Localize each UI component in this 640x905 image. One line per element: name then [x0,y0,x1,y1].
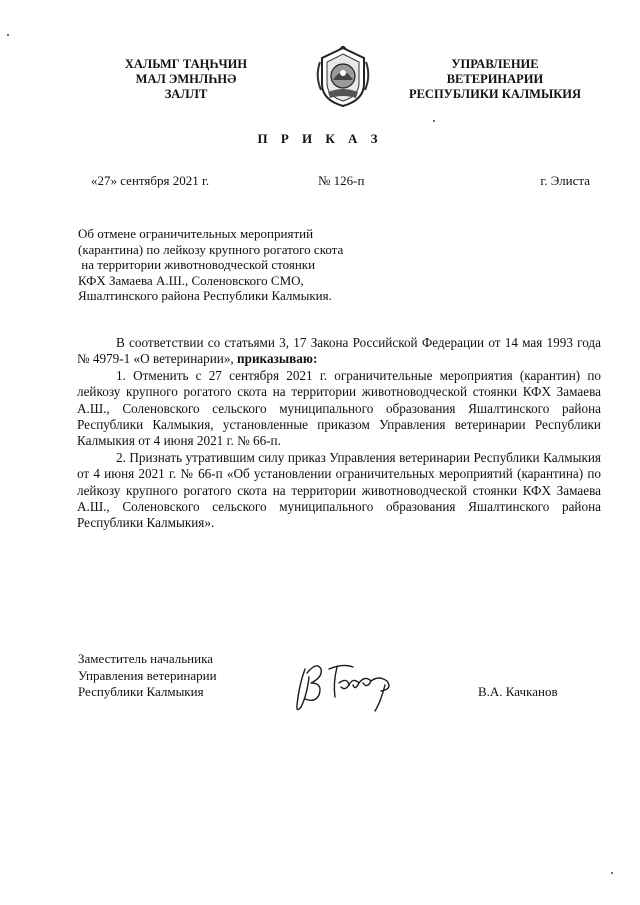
scan-speck [611,872,613,874]
signatory-position-line: Управления ветеринарии [78,667,217,683]
handwritten-signature-icon [283,655,433,717]
signatory-name: В.А. Качканов [478,684,558,699]
header-left-line: ХАЛЬМГ ТАҢҺЧИН [124,57,248,71]
subject-line: Яшалтинского района Республики Калмыкия. [78,288,332,304]
order-city: г. Элиста [540,173,590,188]
signatory-position-line: Заместитель начальника [78,651,213,666]
body-item-1: 1. Отменить с 27 сентября 2021 г. ограничительные мероприятия (карантин) по лейкозу крупного рогатого скота на территории животноводческой стоянки КФХ Замаева А.Ш., Соленовского сельского муниципального образования Яшалтинского района Республики Калмыкия, установленные приказом Управления ветеринарии Республики Калмыкия от 4 июня 2021 г. № 66-п. [77,367,601,449]
subject-line: КФХ Замаева А.Ш., Соленовского СМО, [78,272,304,288]
signatory-position [78,651,278,701]
body-intro-bold: приказываю: [237,351,318,367]
header-right-line: УПРАВЛЕНИЕ [451,57,539,71]
body-intro-paragraph [77,335,601,368]
header-right-line: ВЕТЕРИНАРИИ [446,72,544,86]
header-right-russian [395,57,595,102]
order-number: № 126-п [318,173,365,188]
kalmykia-coat-of-arms-icon [312,46,374,108]
header-left-line: ЗАЛЛТ [164,87,208,101]
order-date: «27» сентября 2021 г. [91,173,210,188]
subject-line: на территории животноводческой стоянки [78,257,316,273]
header-left-kalmyk [96,57,276,102]
document-title: П Р И К А З [257,131,383,146]
subject-line: (карантина) по лейкозу крупного рогатого скота [78,241,344,257]
scan-speck [433,120,435,122]
order-body [77,335,601,532]
body-intro-text: В соответствии со статьями 3, 17 Закона Российской Федерации от 14 мая 1993 года № 4979-1 «О ветеринарии», [77,335,601,367]
header-left-line: МАЛ ЭМНЛҺНӘ [135,72,237,86]
body-item-2: 2. Признать утратившим силу приказ Управления ветеринарии Республики Калмыкия от 4 июня 2021 г. № 66-п «Об установлении ограничительных мероприятий (карантина) по лейкозу крупного рогатого скота на территории животноводческой стоянки КФХ Замаева А.Ш., Соленовского сельского муниципального образования Яшалтинского района Республики Калмыкия». [77,449,601,531]
signatory-position-line: Республики Калмыкия [78,684,204,699]
header-right-line: РЕСПУБЛИКИ КАЛМЫКИЯ [408,87,582,101]
subject-line: Об отмене ограничительных мероприятий [78,226,314,241]
scan-speck [7,34,9,36]
order-subject [78,226,398,304]
